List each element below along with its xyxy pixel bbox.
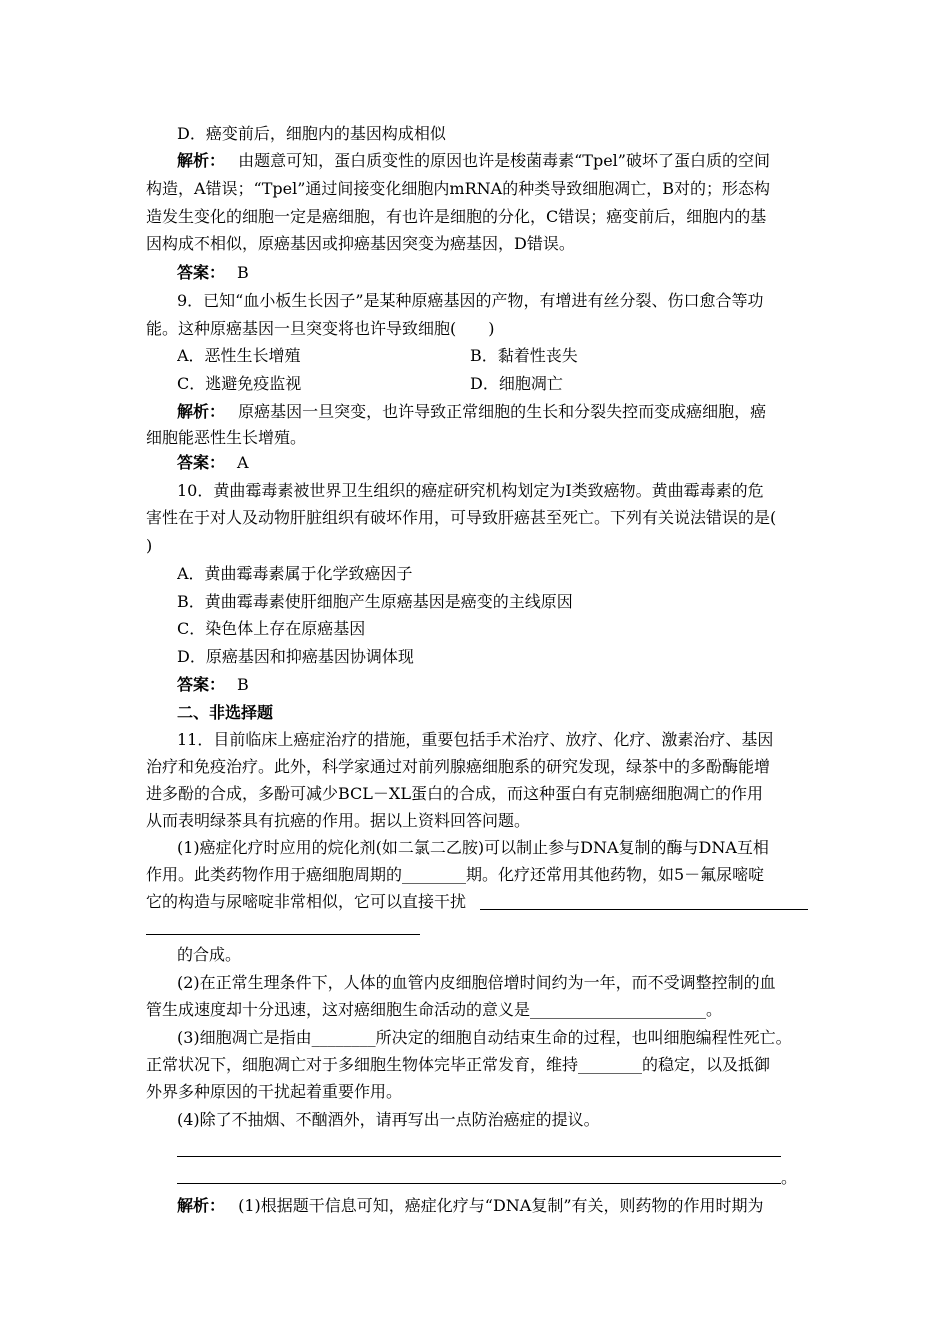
q11-part4-end-mark: 。 [781,1168,798,1187]
q11-part1-line-4: 的合成。 [177,945,242,964]
q9-analysis-line-1 [177,402,811,422]
section-title: 二、非选择题 [177,703,274,722]
q8-analysis-line-2: 构造，A错误；“Tpel”通过间接变化细胞内mRNA的种类导致细胞凋亡，B对的；形态构 [146,179,770,198]
q11-part3-line-3: 外界多种原因的干扰起着重要作用。 [146,1082,403,1101]
q9-option-d: D．细胞凋亡 [470,374,563,393]
answer-blank-line [177,1183,781,1184]
analysis-label: 解析： [177,151,218,170]
q10-option-d: D．原癌基因和抑癌基因协调体现 [177,647,414,666]
answer-value: B [237,675,249,694]
q8-analysis-line-3: 造发生变化的细胞一定是癌细胞，有也许是细胞的分化，C错误；癌变前后，细胞内的基 [146,207,767,226]
q11-part3-line-1: (3)细胞凋亡是指由________所决定的细胞自动结束生命的过程，也叫细胞编程性死亡。 [177,1028,792,1047]
q8-analysis-line-1 [177,151,811,171]
answer-value: B [237,263,249,282]
q11-part1-line-3: 它的构造与尿嘧啶非常相似，它可以直接干扰 [146,892,467,911]
q9-option-c: C．逃避免疫监视 [177,374,302,393]
q11-part2-line-2: 管生成速度却十分迅速，这对癌细胞生命活动的意义是______________________。 [146,1000,723,1019]
q10-option-c: C．染色体上存在原癌基因 [177,619,366,638]
q11-part1-line-1: (1)癌症化疗时应用的烷化剂(如二氯二乙胺)可以制止参与DNA复制的酶与DNA互相 [177,838,769,857]
answer-label: 答案： [177,263,226,282]
q10-stem-line-2: 害性在于对人及动物肝脏组织有破坏作用，可导致肝癌甚至死亡。下列有关说法错误的是( [146,508,777,527]
q8-option-d: D．癌变前后，细胞内的基因构成相似 [177,124,446,143]
answer-label: 答案： [177,453,226,472]
answer-blank-line [177,1156,781,1157]
q9-analysis-line-2: 细胞能恶性生长增殖。 [146,428,307,447]
q11-part3-line-2: 正常状况下，细胞凋亡对于多细胞生物体完毕正常发育，维持________的稳定，以及抵御 [146,1055,771,1074]
answer-label: 答案： [177,675,226,694]
q10-option-a: A．黄曲霉毒素属于化学致癌因子 [177,564,413,583]
answer-blank-line [480,909,808,910]
q9-option-a: A．恶性生长增殖 [177,346,301,365]
q11-stem-line-1: 11．目前临床上癌症治疗的措施，重要包括手术治疗、放疗、化疗、激素治疗、基因 [177,730,774,749]
q11-analysis-line-1 [177,1196,811,1216]
analysis-label: 解析： [177,402,218,421]
q11-stem-line-4: 从而表明绿茶具有抗癌的作用。据以上资料回答问题。 [146,811,531,830]
q8-answer-line [177,263,811,283]
q9-stem-line-1: 9．已知“血小板生长因子”是某种原癌基因的产物，有增进有丝分裂、伤口愈合等功 [177,291,764,310]
q8-analysis-line-4: 因构成不相似，原癌基因或抑癌基因突变为癌基因，D错误。 [146,234,575,253]
analysis-text: 由题意可知，蛋白质变性的原因也许是梭菌毒素“Tpel”破坏了蛋白质的空间 [238,151,770,170]
answer-value: A [237,453,249,472]
q9-option-b: B．黏着性丧失 [470,346,578,365]
q10-option-b: B．黄曲霉毒素使肝细胞产生原癌基因是癌变的主线原因 [177,592,573,611]
q10-stem-line-3: ) [146,536,153,555]
q11-part4-line-1: (4)除了不抽烟、不酗酒外，请再写出一点防治癌症的提议。 [177,1110,600,1129]
q9-stem-line-2: 能。这种原癌基因一旦突变将也许导致细胞( ) [146,319,495,338]
analysis-text: 原癌基因一旦突变，也许导致正常细胞的生长和分裂失控而变成癌细胞，癌 [238,402,767,421]
answer-blank-line [146,934,420,935]
q9-answer-line [177,453,811,473]
analysis-label: 解析： [177,1196,218,1215]
q11-part1-line-2: 作用。此类药物作用于癌细胞周期的________期。化疗还常用其他药物，如5－氟尿嘧啶 [146,865,765,884]
q11-stem-line-3: 进多酚的合成，多酚可减少BCL－XL蛋白的合成，而这种蛋白有克制癌细胞凋亡的作用 [146,784,763,803]
analysis-text: (1)根据题干信息可知，癌症化疗与“DNA复制”有关，则药物的作用时期为 [238,1196,764,1215]
q11-stem-line-2: 治疗和免疫治疗。此外，科学家通过对前列腺癌细胞系的研究发现，绿茶中的多酚酶能增 [146,757,771,776]
q10-stem-line-1: 10．黄曲霉毒素被世界卫生组织的癌症研究机构划定为Ⅰ类致癌物。黄曲霉毒素的危 [177,481,764,500]
q11-part2-line-1: (2)在正常生理条件下，人体的血管内皮细胞倍增时间约为一年，而不受调整控制的血 [177,973,776,992]
q10-answer-line [177,675,811,695]
